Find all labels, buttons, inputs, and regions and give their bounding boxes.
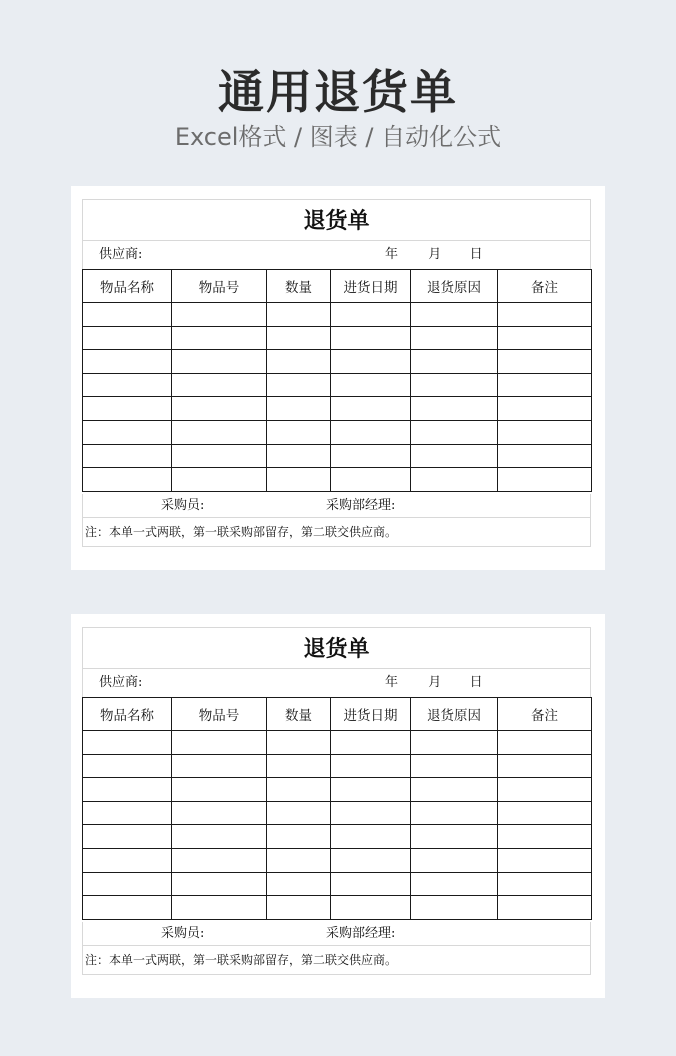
column-header-return-reason: 退货原因 — [411, 270, 498, 303]
table-row — [83, 896, 592, 920]
table-cell[interactable] — [331, 848, 411, 872]
table-cell[interactable] — [331, 303, 411, 327]
table-cell[interactable] — [83, 350, 172, 374]
year-label: 年 — [385, 675, 399, 690]
table-cell[interactable] — [172, 326, 267, 350]
column-header-return-reason: 退货原因 — [411, 698, 498, 731]
table-cell[interactable] — [267, 303, 331, 327]
table-cell[interactable] — [172, 444, 267, 468]
table-cell[interactable] — [172, 754, 267, 778]
column-header-remarks: 备注 — [498, 270, 592, 303]
table-cell[interactable] — [83, 468, 172, 492]
table-cell[interactable] — [331, 801, 411, 825]
table-cell[interactable] — [172, 825, 267, 849]
table-cell[interactable] — [172, 397, 267, 421]
table-cell[interactable] — [411, 731, 498, 755]
table-cell[interactable] — [267, 420, 331, 444]
table-cell[interactable] — [267, 754, 331, 778]
table-cell[interactable] — [498, 825, 592, 849]
table-cell[interactable] — [172, 373, 267, 397]
table-cell[interactable] — [498, 444, 592, 468]
table-cell[interactable] — [498, 326, 592, 350]
table-cell[interactable] — [267, 350, 331, 374]
table-cell[interactable] — [83, 397, 172, 421]
year-label: 年 — [385, 247, 399, 262]
table-cell[interactable] — [411, 872, 498, 896]
table-cell[interactable] — [411, 303, 498, 327]
column-header-quantity: 数量 — [267, 698, 331, 731]
table-cell[interactable] — [267, 801, 331, 825]
table-cell[interactable] — [83, 896, 172, 920]
month-label: 月 — [428, 247, 442, 262]
table-cell[interactable] — [267, 373, 331, 397]
table-cell[interactable] — [411, 778, 498, 802]
table-cell[interactable] — [411, 825, 498, 849]
table-cell[interactable] — [83, 754, 172, 778]
column-header-quantity: 数量 — [267, 270, 331, 303]
table-cell[interactable] — [498, 731, 592, 755]
table-cell[interactable] — [411, 350, 498, 374]
table-cell[interactable] — [411, 468, 498, 492]
table-cell[interactable] — [498, 468, 592, 492]
table-row — [83, 420, 592, 444]
page-subtitle: Excel格式 / 图表 / 自动化公式 — [174, 123, 502, 151]
table-cell[interactable] — [83, 444, 172, 468]
table-row — [83, 326, 592, 350]
column-header-purchase-date: 进货日期 — [331, 698, 411, 731]
page-title: 通用退货单 — [218, 65, 458, 119]
table-cell[interactable] — [411, 801, 498, 825]
form-card-2 — [71, 614, 605, 998]
table-cell[interactable] — [267, 848, 331, 872]
column-header-item-name: 物品名称 — [83, 698, 172, 731]
table-cell[interactable] — [498, 848, 592, 872]
table-cell[interactable] — [411, 444, 498, 468]
column-header-item-no: 物品号 — [172, 698, 267, 731]
table-cell[interactable] — [498, 778, 592, 802]
table-cell[interactable] — [172, 731, 267, 755]
manager-label: 采购部经理: — [326, 926, 396, 941]
table-cell[interactable] — [411, 397, 498, 421]
table-cell[interactable] — [267, 896, 331, 920]
form-card-1 — [71, 186, 605, 570]
supplier-label: 供应商: — [99, 675, 143, 690]
date-field — [385, 669, 483, 697]
form-note: 注：本单一式两联，第一联采购部留存，第二联交供应商。 — [82, 946, 591, 975]
table-row — [83, 872, 592, 896]
table-cell[interactable] — [83, 303, 172, 327]
table-cell[interactable] — [267, 825, 331, 849]
table-cell[interactable] — [172, 778, 267, 802]
supplier-date-row — [82, 241, 591, 269]
column-header-item-name: 物品名称 — [83, 270, 172, 303]
form-title: 退货单 — [82, 627, 591, 669]
form-title: 退货单 — [82, 199, 591, 241]
table-row — [83, 303, 592, 327]
table-cell[interactable] — [83, 420, 172, 444]
table-cell[interactable] — [331, 754, 411, 778]
items-table — [82, 269, 592, 492]
table-cell[interactable] — [267, 326, 331, 350]
table-cell[interactable] — [172, 303, 267, 327]
table-cell[interactable] — [83, 848, 172, 872]
table-cell[interactable] — [331, 350, 411, 374]
buyer-label: 采购员: — [161, 926, 205, 941]
return-form-sheet — [82, 199, 591, 547]
table-row — [83, 848, 592, 872]
column-header-purchase-date: 进货日期 — [331, 270, 411, 303]
table-cell[interactable] — [411, 420, 498, 444]
table-cell[interactable] — [411, 373, 498, 397]
table-cell[interactable] — [83, 801, 172, 825]
table-cell[interactable] — [331, 896, 411, 920]
table-cell[interactable] — [331, 444, 411, 468]
column-header-remarks: 备注 — [498, 698, 592, 731]
table-cell[interactable] — [498, 754, 592, 778]
table-header-row — [83, 270, 592, 303]
table-row — [83, 801, 592, 825]
table-cell[interactable] — [331, 731, 411, 755]
table-cell[interactable] — [498, 801, 592, 825]
table-cell[interactable] — [83, 825, 172, 849]
table-cell[interactable] — [172, 420, 267, 444]
table-cell[interactable] — [83, 731, 172, 755]
signature-row — [82, 494, 591, 518]
form-note: 注：本单一式两联，第一联采购部留存，第二联交供应商。 — [82, 518, 591, 547]
table-cell[interactable] — [331, 420, 411, 444]
table-row — [83, 731, 592, 755]
table-cell[interactable] — [411, 326, 498, 350]
table-cell[interactable] — [331, 778, 411, 802]
table-cell[interactable] — [267, 872, 331, 896]
table-cell[interactable] — [267, 444, 331, 468]
table-cell[interactable] — [498, 350, 592, 374]
table-cell[interactable] — [172, 896, 267, 920]
table-cell[interactable] — [498, 303, 592, 327]
table-row — [83, 754, 592, 778]
day-label: 日 — [469, 247, 483, 262]
buyer-label: 采购员: — [161, 498, 205, 513]
date-field — [385, 241, 483, 269]
month-label: 月 — [428, 675, 442, 690]
table-cell[interactable] — [498, 373, 592, 397]
table-header-row — [83, 698, 592, 731]
column-header-item-no: 物品号 — [172, 270, 267, 303]
table-cell[interactable] — [267, 468, 331, 492]
table-cell[interactable] — [331, 397, 411, 421]
return-form-sheet — [82, 627, 591, 975]
table-cell[interactable] — [172, 848, 267, 872]
table-row — [83, 350, 592, 374]
table-cell[interactable] — [331, 326, 411, 350]
table-row — [83, 373, 592, 397]
table-cell[interactable] — [498, 397, 592, 421]
table-cell[interactable] — [331, 373, 411, 397]
table-cell[interactable] — [172, 468, 267, 492]
table-cell[interactable] — [267, 731, 331, 755]
table-cell[interactable] — [267, 397, 331, 421]
table-cell[interactable] — [83, 778, 172, 802]
table-cell[interactable] — [411, 896, 498, 920]
table-cell[interactable] — [498, 420, 592, 444]
day-label: 日 — [469, 675, 483, 690]
table-row — [83, 397, 592, 421]
table-cell[interactable] — [83, 872, 172, 896]
table-cell[interactable] — [267, 778, 331, 802]
items-table — [82, 697, 592, 920]
supplier-label: 供应商: — [99, 247, 143, 262]
table-row — [83, 468, 592, 492]
table-cell[interactable] — [498, 896, 592, 920]
manager-label: 采购部经理: — [326, 498, 396, 513]
table-cell[interactable] — [172, 350, 267, 374]
signature-row — [82, 922, 591, 946]
table-cell[interactable] — [331, 468, 411, 492]
table-row — [83, 444, 592, 468]
table-cell[interactable] — [331, 872, 411, 896]
table-cell[interactable] — [411, 848, 498, 872]
table-cell[interactable] — [172, 872, 267, 896]
table-cell[interactable] — [498, 872, 592, 896]
supplier-date-row — [82, 669, 591, 697]
table-cell[interactable] — [172, 801, 267, 825]
table-row — [83, 778, 592, 802]
table-cell[interactable] — [411, 754, 498, 778]
table-row — [83, 825, 592, 849]
table-cell[interactable] — [331, 825, 411, 849]
table-cell[interactable] — [83, 326, 172, 350]
table-cell[interactable] — [83, 373, 172, 397]
